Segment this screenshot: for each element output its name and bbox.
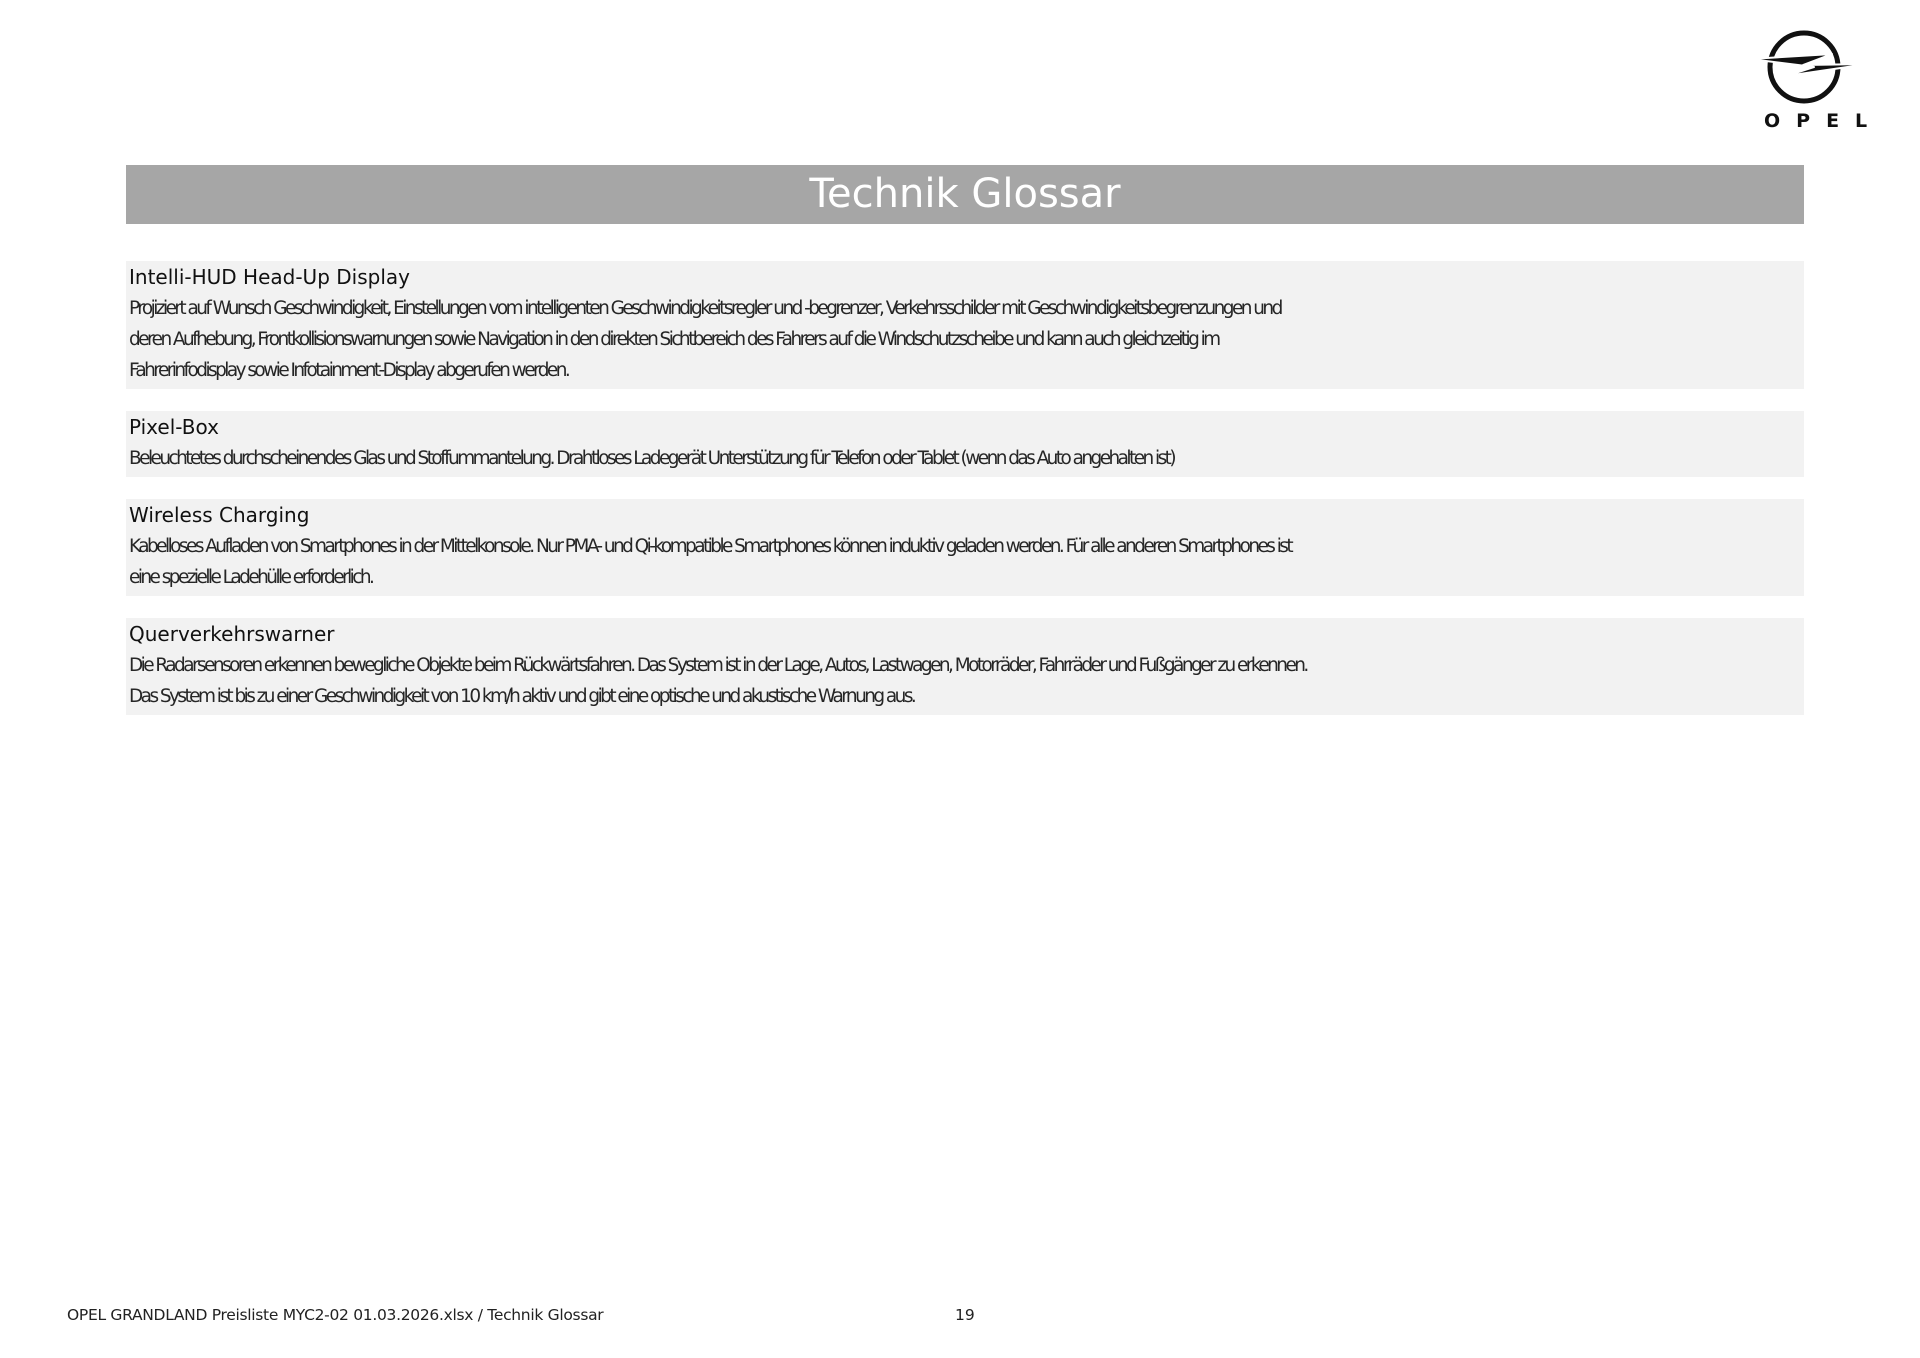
glossary-entry <box>126 499 1804 596</box>
page-number: 19 <box>955 1306 975 1324</box>
description-line: Projiziert auf Wunsch Geschwindigkeit, Einstellungen vom intelligenten Geschwindigkeitsregler und -begrenzer, Verkehrsschilder mit Geschwindigkeitsbegrenzungen und <box>129 298 1281 319</box>
page-title-bar <box>126 165 1804 224</box>
glossary-term: Intelli-HUD Head-Up Display <box>129 265 410 289</box>
description-line: eine spezielle Ladehülle erforderlich. <box>129 567 373 588</box>
glossary-term: Wireless Charging <box>129 503 310 527</box>
page-title: Technik Glossar <box>809 171 1121 217</box>
description-line: Fahrerinfodisplay sowie Infotainment-Display abgerufen werden. <box>129 360 569 381</box>
glossary-description <box>129 293 1800 386</box>
opel-logo[interactable] <box>1748 26 1884 136</box>
glossary-entry <box>126 411 1804 477</box>
glossary-term: Pixel-Box <box>129 415 219 439</box>
description-line: Kabelloses Aufladen von Smartphones in der Mittelkonsole. Nur PMA- und Qi-kompatible Smartphones können induktiv geladen werden. Für alle anderen Smartphones ist <box>129 536 1292 557</box>
footer-document-label: OPEL GRANDLAND Preisliste MYC2-02 01.03.2026.xlsx / Technik Glossar <box>67 1306 604 1324</box>
glossary-description <box>129 443 1800 474</box>
description-line: Die Radarsensoren erkennen bewegliche Objekte beim Rückwärtsfahren. Das System ist in der Lage, Autos, Lastwagen, Motorräder, Fahrräder und Fußgänger zu erkennen. <box>129 655 1307 676</box>
description-line: Beleuchtetes durchscheinendes Glas und Stoffummantelung. Drahtloses Ladegerät Unterstützung für Telefon oder Tablet (wenn das Auto angehalten ist) <box>129 448 1175 469</box>
glossary-entry <box>126 618 1804 715</box>
glossary-description <box>129 650 1800 712</box>
glossary-term: Querverkehrswarner <box>129 622 335 646</box>
glossary-list <box>126 261 1804 737</box>
glossary-description <box>129 531 1800 593</box>
description-line: Das System ist bis zu einer Geschwindigkeit von 10 km/h aktiv und gibt eine optische und akustische Warnung aus. <box>129 686 915 707</box>
glossary-entry <box>126 261 1804 389</box>
description-line: deren Aufhebung, Frontkollisionswarnungen sowie Navigation in den direkten Sichtbereich des Fahrers auf die Windschutzscheibe und kann auch gleichzeitig im <box>129 329 1219 350</box>
opel-wordmark: OPEL <box>1764 110 1884 132</box>
